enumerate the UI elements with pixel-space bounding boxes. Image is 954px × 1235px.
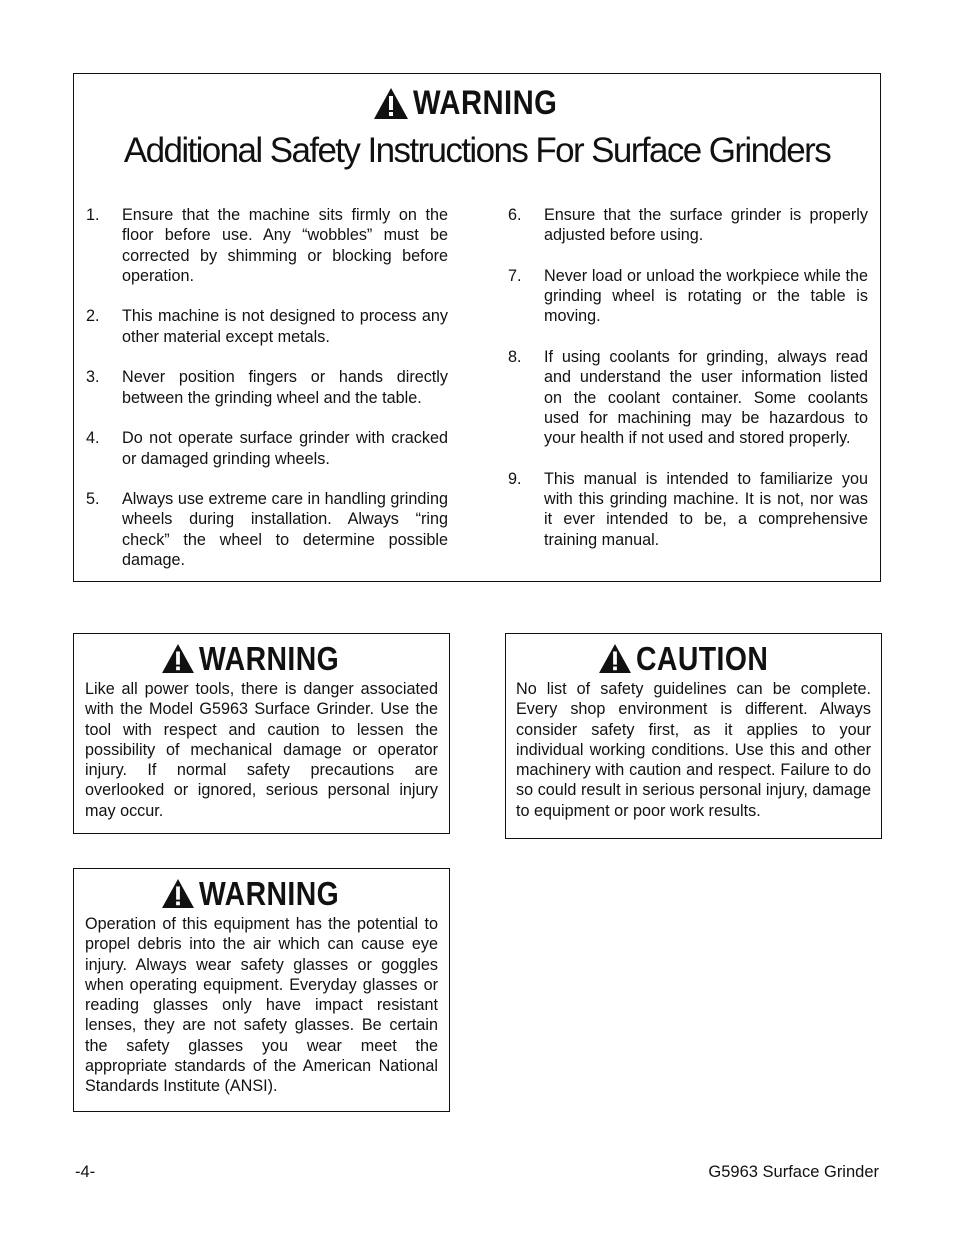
- item-text: Always use extreme care in handling grinding wheels during installation. Always “ring check” the wheel to determine possible damage.: [122, 490, 448, 570]
- caution-text: No list of safety guidelines can be complete. Every shop environment is different. Always consider safety first, as it applies to your individual working conditions. Use this and other machinery with caution and respect. Failure to do so could result in serious personal injury, damage to equipment or poor work results.: [516, 680, 871, 820]
- manual-title: G5963 Surface Grinder: [708, 1163, 879, 1181]
- main-title: Additional Safety Instructions For Surface Grinders: [123, 131, 831, 170]
- item-number: 4.: [86, 429, 100, 448]
- item-text: Never load or unload the workpiece while the grinding wheel is rotating or the table is moving.: [544, 266, 868, 326]
- power-tools-warning-text: Like all power tools, there is danger associated with the Model G5963 Surface Grinder. Use the tool with respect and caution to lessen the possibility of mechanical damage or operator injury. If normal safety precautions are overlooked or ignored, serious personal injury may occur.: [85, 680, 438, 820]
- item-text: Ensure that the machine sits firmly on the floor before use. Any “wobbles” must be corrected by shimming or blocking before operation.: [122, 206, 448, 285]
- item-number: 6.: [508, 206, 522, 224]
- power-tools-warning-signal: [74, 639, 449, 677]
- eye-protection-warning-signal: [74, 874, 449, 912]
- item-text: This manual is intended to familiarize you with this grinding machine. It is not, nor was it ever intended to be, a comprehensive training manual.: [544, 469, 868, 549]
- caution-box: [505, 633, 882, 839]
- instructions-left-column: [86, 205, 448, 591]
- warning-triangle-icon: [161, 643, 195, 674]
- list-item: [86, 428, 448, 469]
- eye-protection-warning-box: [73, 868, 450, 1112]
- page-number: -4-: [75, 1163, 96, 1181]
- warning-triangle-icon: [373, 87, 409, 120]
- list-item: [508, 347, 868, 448]
- item-number: 9.: [508, 469, 522, 488]
- caution-signal: [506, 639, 881, 677]
- signal-word: WARNING: [199, 874, 340, 912]
- signal-word: WARNING: [413, 84, 558, 122]
- signal-word: WARNING: [199, 639, 340, 677]
- signal-word: CAUTION: [635, 639, 768, 677]
- item-number: 7.: [508, 266, 522, 285]
- list-item: [86, 306, 448, 347]
- warning-triangle-icon: [161, 878, 195, 909]
- instructions-right-column: [508, 205, 868, 570]
- power-tools-warning-box: [73, 633, 450, 834]
- list-item: [86, 205, 448, 286]
- list-item: [508, 469, 868, 550]
- item-text: Do not operate surface grinder with cracked or damaged grinding wheels.: [122, 429, 448, 468]
- item-number: 2.: [86, 307, 100, 326]
- item-text: Ensure that the surface grinder is properly adjusted before using.: [544, 206, 868, 245]
- list-item: [86, 489, 448, 570]
- item-number: 8.: [508, 348, 522, 367]
- list-item: [86, 367, 448, 408]
- item-text: Never position fingers or hands directly between the grinding wheel and the table.: [122, 368, 448, 407]
- item-number: 5.: [86, 490, 100, 509]
- eye-protection-warning-text: Operation of this equipment has the potential to propel debris into the air which can cause eye injury. Always wear safety glasses or goggles when operating equipment. Everyday glasses or reading glasses only have impact resistant lenses, they are not safety glasses. Be certain the safety glasses you wear meet the appropriate standards of the American National Standards Institute (ANSI).: [85, 915, 438, 1096]
- item-text: If using coolants for grinding, always read and understand the user information listed on the coolant container. Some coolants used for machining may be hazardous to your health if not used and stored properly.: [544, 348, 868, 448]
- main-warning-signal: [74, 86, 880, 120]
- item-number: 3.: [86, 368, 100, 387]
- item-text: This machine is not designed to process any other material except metals.: [122, 307, 448, 346]
- item-number: 1.: [86, 206, 100, 224]
- main-warning-box: [73, 73, 881, 582]
- list-item: [508, 205, 868, 246]
- list-item: [508, 266, 868, 327]
- warning-triangle-icon: [598, 643, 632, 674]
